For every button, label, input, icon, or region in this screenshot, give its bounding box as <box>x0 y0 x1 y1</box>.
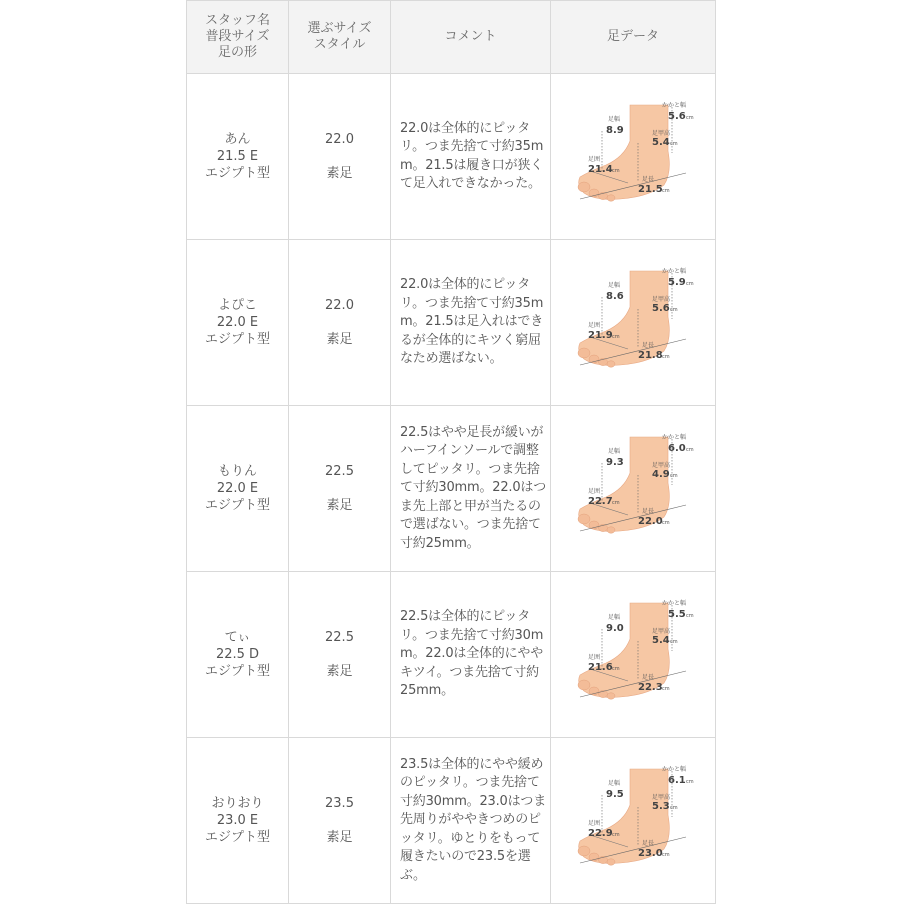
girth-label: 足囲 <box>588 321 601 329</box>
foot-diagram <box>568 433 698 545</box>
header-comment: コメント <box>391 1 551 74</box>
foot-shape: エジプト型 <box>204 830 270 845</box>
header-staff-line-1: スタッフ名 <box>204 13 270 28</box>
comment-cell: 23.5は全体的にやや緩めのピッタリ。つま先捨て寸約30mm。23.0はつま先周りがややきつめのピッタリ。ゆとりをもって履きたいので23.5を選ぶ。 <box>391 738 551 904</box>
heel-label: かかと幅 <box>662 267 687 275</box>
foot-diagram <box>568 101 698 213</box>
heel-unit: cm <box>686 280 694 287</box>
length-label: 足長 <box>642 341 655 349</box>
heel-value: 6.1 <box>668 774 686 786</box>
toe-4-icon <box>607 692 615 698</box>
instep-unit: cm <box>670 306 678 313</box>
chosen-size: 22.5 <box>325 630 354 645</box>
width-value: 9.3 <box>606 456 624 468</box>
header-foot-data: 足データ <box>551 1 716 74</box>
usual-size: 22.0 E <box>216 315 259 330</box>
size-cell <box>289 406 391 572</box>
foot-diagram <box>568 267 698 379</box>
toe-1-icon <box>578 846 590 856</box>
length-unit: cm <box>662 353 670 360</box>
instep-label: 足甲高 <box>652 461 671 469</box>
length-value: 23.0 <box>638 847 663 859</box>
toe-1-icon <box>578 680 590 690</box>
heel-value: 5.5 <box>668 608 686 620</box>
foot-data-cell <box>551 240 716 406</box>
wear-style: 素足 <box>326 830 353 845</box>
girth-unit: cm <box>612 665 620 672</box>
wear-style: 素足 <box>326 332 353 347</box>
heel-label: かかと幅 <box>662 433 687 441</box>
foot-data-cell <box>551 572 716 738</box>
chosen-size: 22.5 <box>325 464 354 479</box>
staff-name: てぃ <box>224 630 251 645</box>
staff-name: あん <box>224 132 251 147</box>
size-cell <box>289 240 391 406</box>
toe-4-icon <box>607 858 615 864</box>
length-label: 足長 <box>642 839 655 847</box>
girth-unit: cm <box>612 333 620 340</box>
toe-1-icon <box>578 348 590 358</box>
size-cell <box>289 74 391 240</box>
instep-label: 足甲高 <box>652 793 671 801</box>
usual-size: 22.5 D <box>215 647 260 662</box>
staff-cell <box>187 74 289 240</box>
length-value: 21.8 <box>638 349 663 361</box>
wear-style: 素足 <box>326 498 353 513</box>
instep-value: 5.4 <box>652 634 670 646</box>
comment-cell: 22.0は全体的にピッタリ。つま先捨て寸約35mm。21.5は足入れはできるが全体的にキツく窮屈なため選ばない。 <box>391 240 551 406</box>
girth-unit: cm <box>612 831 620 838</box>
instep-value: 5.3 <box>652 800 670 812</box>
girth-value: 21.6 <box>588 661 613 673</box>
heel-label: かかと幅 <box>662 765 687 773</box>
toe-1-icon <box>578 182 590 192</box>
size-cell <box>289 572 391 738</box>
table-row <box>187 572 716 738</box>
width-value: 9.0 <box>606 622 624 634</box>
width-value: 9.5 <box>606 788 624 800</box>
width-value: 8.9 <box>606 124 624 136</box>
width-label: 足幅 <box>608 779 621 787</box>
girth-label: 足囲 <box>588 487 601 495</box>
instep-unit: cm <box>670 804 678 811</box>
heel-unit: cm <box>686 612 694 619</box>
instep-unit: cm <box>670 638 678 645</box>
length-unit: cm <box>662 685 670 692</box>
table-row <box>187 74 716 240</box>
instep-label: 足甲高 <box>652 295 671 303</box>
table-row <box>187 406 716 572</box>
header-size <box>289 1 391 74</box>
foot-diagram <box>568 599 698 711</box>
length-value: 22.3 <box>638 681 663 693</box>
size-cell <box>289 738 391 904</box>
heel-unit: cm <box>686 446 694 453</box>
table-row <box>187 240 716 406</box>
comment-cell: 22.0は全体的にピッタリ。つま先捨て寸約35mm。21.5は履き口が狭くて足入れできなかった。 <box>391 74 551 240</box>
foot-data-cell <box>551 738 716 904</box>
table-row <box>187 738 716 904</box>
girth-value: 22.7 <box>588 495 613 507</box>
toe-4-icon <box>607 360 615 366</box>
chosen-size: 22.0 <box>325 132 354 147</box>
toe-4-icon <box>607 526 615 532</box>
length-value: 21.5 <box>638 183 663 195</box>
girth-value: 21.9 <box>588 329 613 341</box>
width-label: 足幅 <box>608 115 621 123</box>
toe-4-icon <box>607 194 615 200</box>
foot-shape: エジプト型 <box>204 498 270 513</box>
header-size-line-1: 選ぶサイズ <box>307 21 372 36</box>
header-staff <box>187 1 289 74</box>
length-unit: cm <box>662 851 670 858</box>
staff-name: おりおり <box>211 796 264 811</box>
instep-value: 4.9 <box>652 468 670 480</box>
staff-name: よぴこ <box>217 298 257 313</box>
staff-cell <box>187 240 289 406</box>
heel-unit: cm <box>686 778 694 785</box>
length-value: 22.0 <box>638 515 663 527</box>
staff-cell <box>187 738 289 904</box>
usual-size: 21.5 E <box>216 149 259 164</box>
staff-name: もりん <box>217 464 257 479</box>
toe-1-icon <box>578 514 590 524</box>
chosen-size: 23.5 <box>325 796 354 811</box>
length-label: 足長 <box>642 673 655 681</box>
foot-shape: エジプト型 <box>204 166 270 181</box>
heel-value: 5.9 <box>668 276 686 288</box>
length-label: 足長 <box>642 507 655 515</box>
header-size-line-2: スタイル <box>313 37 366 52</box>
girth-label: 足囲 <box>588 653 601 661</box>
heel-label: かかと幅 <box>662 101 687 109</box>
width-label: 足幅 <box>608 447 621 455</box>
length-unit: cm <box>662 187 670 194</box>
girth-label: 足囲 <box>588 155 601 163</box>
width-label: 足幅 <box>608 613 621 621</box>
foot-data-cell <box>551 74 716 240</box>
wear-style: 素足 <box>326 166 353 181</box>
instep-value: 5.6 <box>652 302 670 314</box>
header-staff-line-2: 普段サイズ <box>205 29 270 44</box>
instep-value: 5.4 <box>652 136 670 148</box>
header-staff-line-3: 足の形 <box>217 45 257 60</box>
girth-unit: cm <box>612 499 620 506</box>
instep-label: 足甲高 <box>652 129 671 137</box>
heel-value: 6.0 <box>668 442 686 454</box>
heel-label: かかと幅 <box>662 599 687 607</box>
instep-unit: cm <box>670 472 678 479</box>
width-label: 足幅 <box>608 281 621 289</box>
foot-diagram <box>568 765 698 877</box>
foot-data-cell <box>551 406 716 572</box>
heel-unit: cm <box>686 114 694 121</box>
girth-value: 22.9 <box>588 827 613 839</box>
width-value: 8.6 <box>606 290 624 302</box>
girth-unit: cm <box>612 167 620 174</box>
size-table <box>186 0 716 904</box>
length-label: 足長 <box>642 175 655 183</box>
foot-shape: エジプト型 <box>204 664 270 679</box>
usual-size: 22.0 E <box>216 481 259 496</box>
heel-value: 5.6 <box>668 110 686 122</box>
instep-unit: cm <box>670 140 678 147</box>
chosen-size: 22.0 <box>325 298 354 313</box>
length-unit: cm <box>662 519 670 526</box>
girth-label: 足囲 <box>588 819 601 827</box>
usual-size: 23.0 E <box>216 813 259 828</box>
comment-cell: 22.5は全体的にピッタリ。つま先捨て寸約30mm。22.0は全体的にややキツイ。つま先捨て寸約25mm。 <box>391 572 551 738</box>
instep-label: 足甲高 <box>652 627 671 635</box>
staff-cell <box>187 572 289 738</box>
comment-cell: 22.5はやや足長が緩いがハーフインソールで調整してピッタリ。つま先捨て寸約30mm。22.0はつま先上部と甲が当たるので選ばない。つま先捨て寸約25mm。 <box>391 406 551 572</box>
wear-style: 素足 <box>326 664 353 679</box>
girth-value: 21.4 <box>588 163 613 175</box>
staff-cell <box>187 406 289 572</box>
foot-shape: エジプト型 <box>204 332 270 347</box>
header-row <box>187 1 716 74</box>
